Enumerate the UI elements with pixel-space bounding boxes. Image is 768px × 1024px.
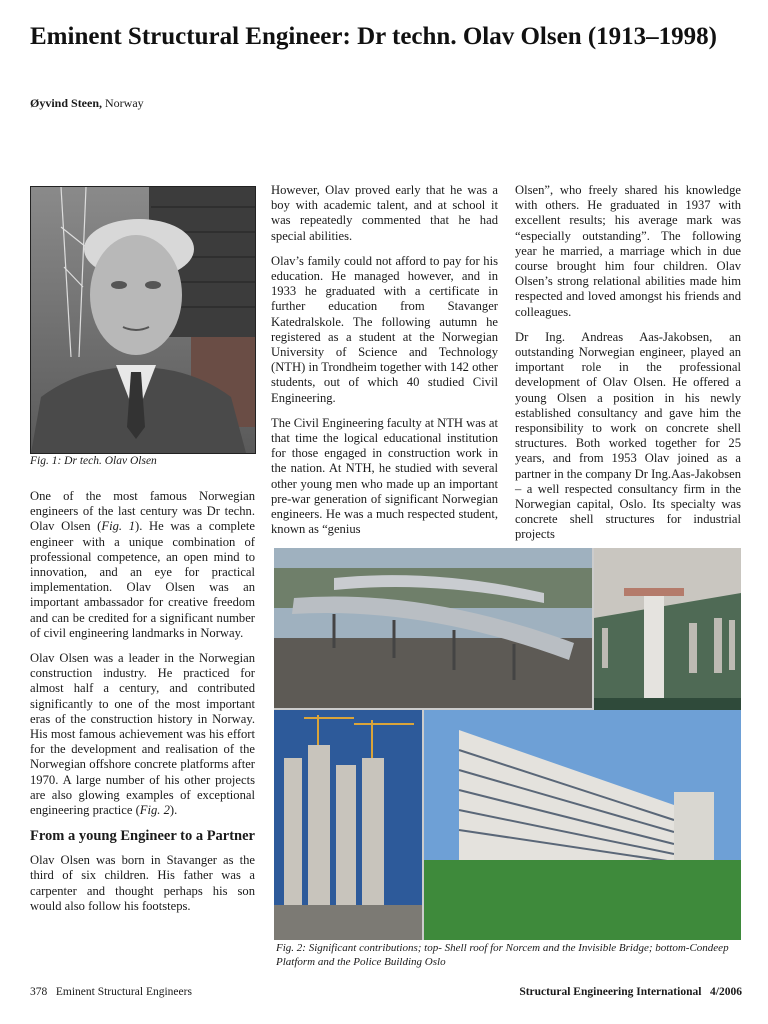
text-run: Olav Olsen was a leader in the Norwegian construction industry. He practiced for almost half a century, and contributed significantly to one of the most important eras of the construction history in Norway. His most famous achievement was his effort for the development and realisation of the Norwegian offshore concrete platforms after 1970. A large number of his other projects are also glowing examples of exceptional engineering practice ( bbox=[30, 651, 255, 818]
footer-left bbox=[30, 986, 192, 998]
text-run: ). He was a complete engineer with a unique combination of professional competence, an open mind to innovation, and an eye for practical implementation. Olav Olsen was an important ambassador for creative freedom and can be credited for a significant number of civil engineering landmarks in Norway. bbox=[30, 519, 256, 640]
figure-reference: Fig. 1 bbox=[101, 519, 135, 534]
page-number: 378 bbox=[30, 986, 48, 998]
paragraph bbox=[30, 489, 255, 641]
issue-number: 4/2006 bbox=[710, 986, 742, 998]
text-run: One of the most famous Norwegian engineers of the last century was Dr techn. Olav Olsen ( bbox=[30, 489, 255, 534]
section-name: Eminent Structural Engineers bbox=[55, 986, 192, 998]
figure-2-caption: Fig. 2: Significant contributions; top- Shell roof for Norcem and the Invisible Bridge; bottom-Condeep Platform and the Police Building Oslo bbox=[276, 942, 729, 968]
police-building-photo bbox=[424, 710, 741, 940]
paragraph: Olav’s family could not afford to pay for his education. He managed however, and in 1933 he graduated with a certificate in further education from Stavanger Katedralskole. The following autumn he registered as a student at the Norwegian University of Science and Technology (NTH) in Trondheim together with 142 other students, out of which 40 studied Civil Engineering. bbox=[271, 253, 498, 405]
author-line bbox=[30, 96, 144, 111]
text-run: ). bbox=[169, 803, 178, 818]
section-heading: From a young Engineer to a Partner bbox=[30, 828, 255, 845]
author-name: Øyvind Steen, bbox=[30, 96, 103, 110]
paragraph: Dr Ing. Andreas Aas-Jakobsen, an outstanding Norwegian engineer, played an important role in the professional development of Olav Olsen. He offered a young Olsen a position in his newly established consultancy and gave him the responsibility to work on concrete shell structures. Both worked together for 25 years, and from 1953 Olav joined as a partner in the company Dr Ing.Aas-Jakobsen – a well respected consultancy firm in the Norwegian capital, Oslo. Its specialty was concrete shell structures for industrial projects bbox=[515, 329, 741, 542]
portrait-illustration bbox=[31, 187, 255, 453]
figure-reference: Fig. 2 bbox=[139, 803, 170, 818]
paragraph: However, Olav proved early that he was a boy with academic talent, and at school it was repeatedly commented that he had special abilities. bbox=[271, 183, 498, 243]
article-title: Eminent Structural Engineer: Dr techn. Olav Olsen (1913–1998) bbox=[30, 23, 717, 50]
figure-2-collage bbox=[274, 548, 741, 940]
paragraph: Olav Olsen was born in Stavanger as the third of six children. His father was a carpenter and thought perhaps his son would also follow his footsteps. bbox=[30, 853, 255, 913]
shell-roof-photo bbox=[274, 548, 592, 708]
column-1 bbox=[30, 489, 255, 924]
footer-right bbox=[478, 986, 742, 998]
paragraph bbox=[30, 651, 255, 818]
condeep-platform-photo bbox=[274, 710, 422, 940]
paragraph: The Civil Engineering faculty at NTH was at that time the logical educational institution for those engaged in construction work in the nation. At NTH, he studied with several other young men who made up an important pre-war generation of significant Norwegian engineers. He was a much respected student, known as “genius bbox=[271, 415, 498, 537]
column-2 bbox=[271, 183, 498, 547]
journal-name: Structural Engineering International bbox=[519, 986, 702, 998]
portrait-photo bbox=[30, 186, 256, 454]
author-country: Norway bbox=[102, 96, 144, 110]
figure-1-caption: Fig. 1: Dr tech. Olav Olsen bbox=[30, 455, 157, 467]
column-3 bbox=[515, 183, 741, 553]
paragraph: Olsen”, who freely shared his knowledge with others. He graduated in 1937 with excellent results; his average mark was “especially outstanding”. The following year he married, a marriage which in due course brought him four children. Olav Olsen’s strong relational abilities made him respected and loved amongst his friends and colleagues. bbox=[515, 183, 741, 319]
